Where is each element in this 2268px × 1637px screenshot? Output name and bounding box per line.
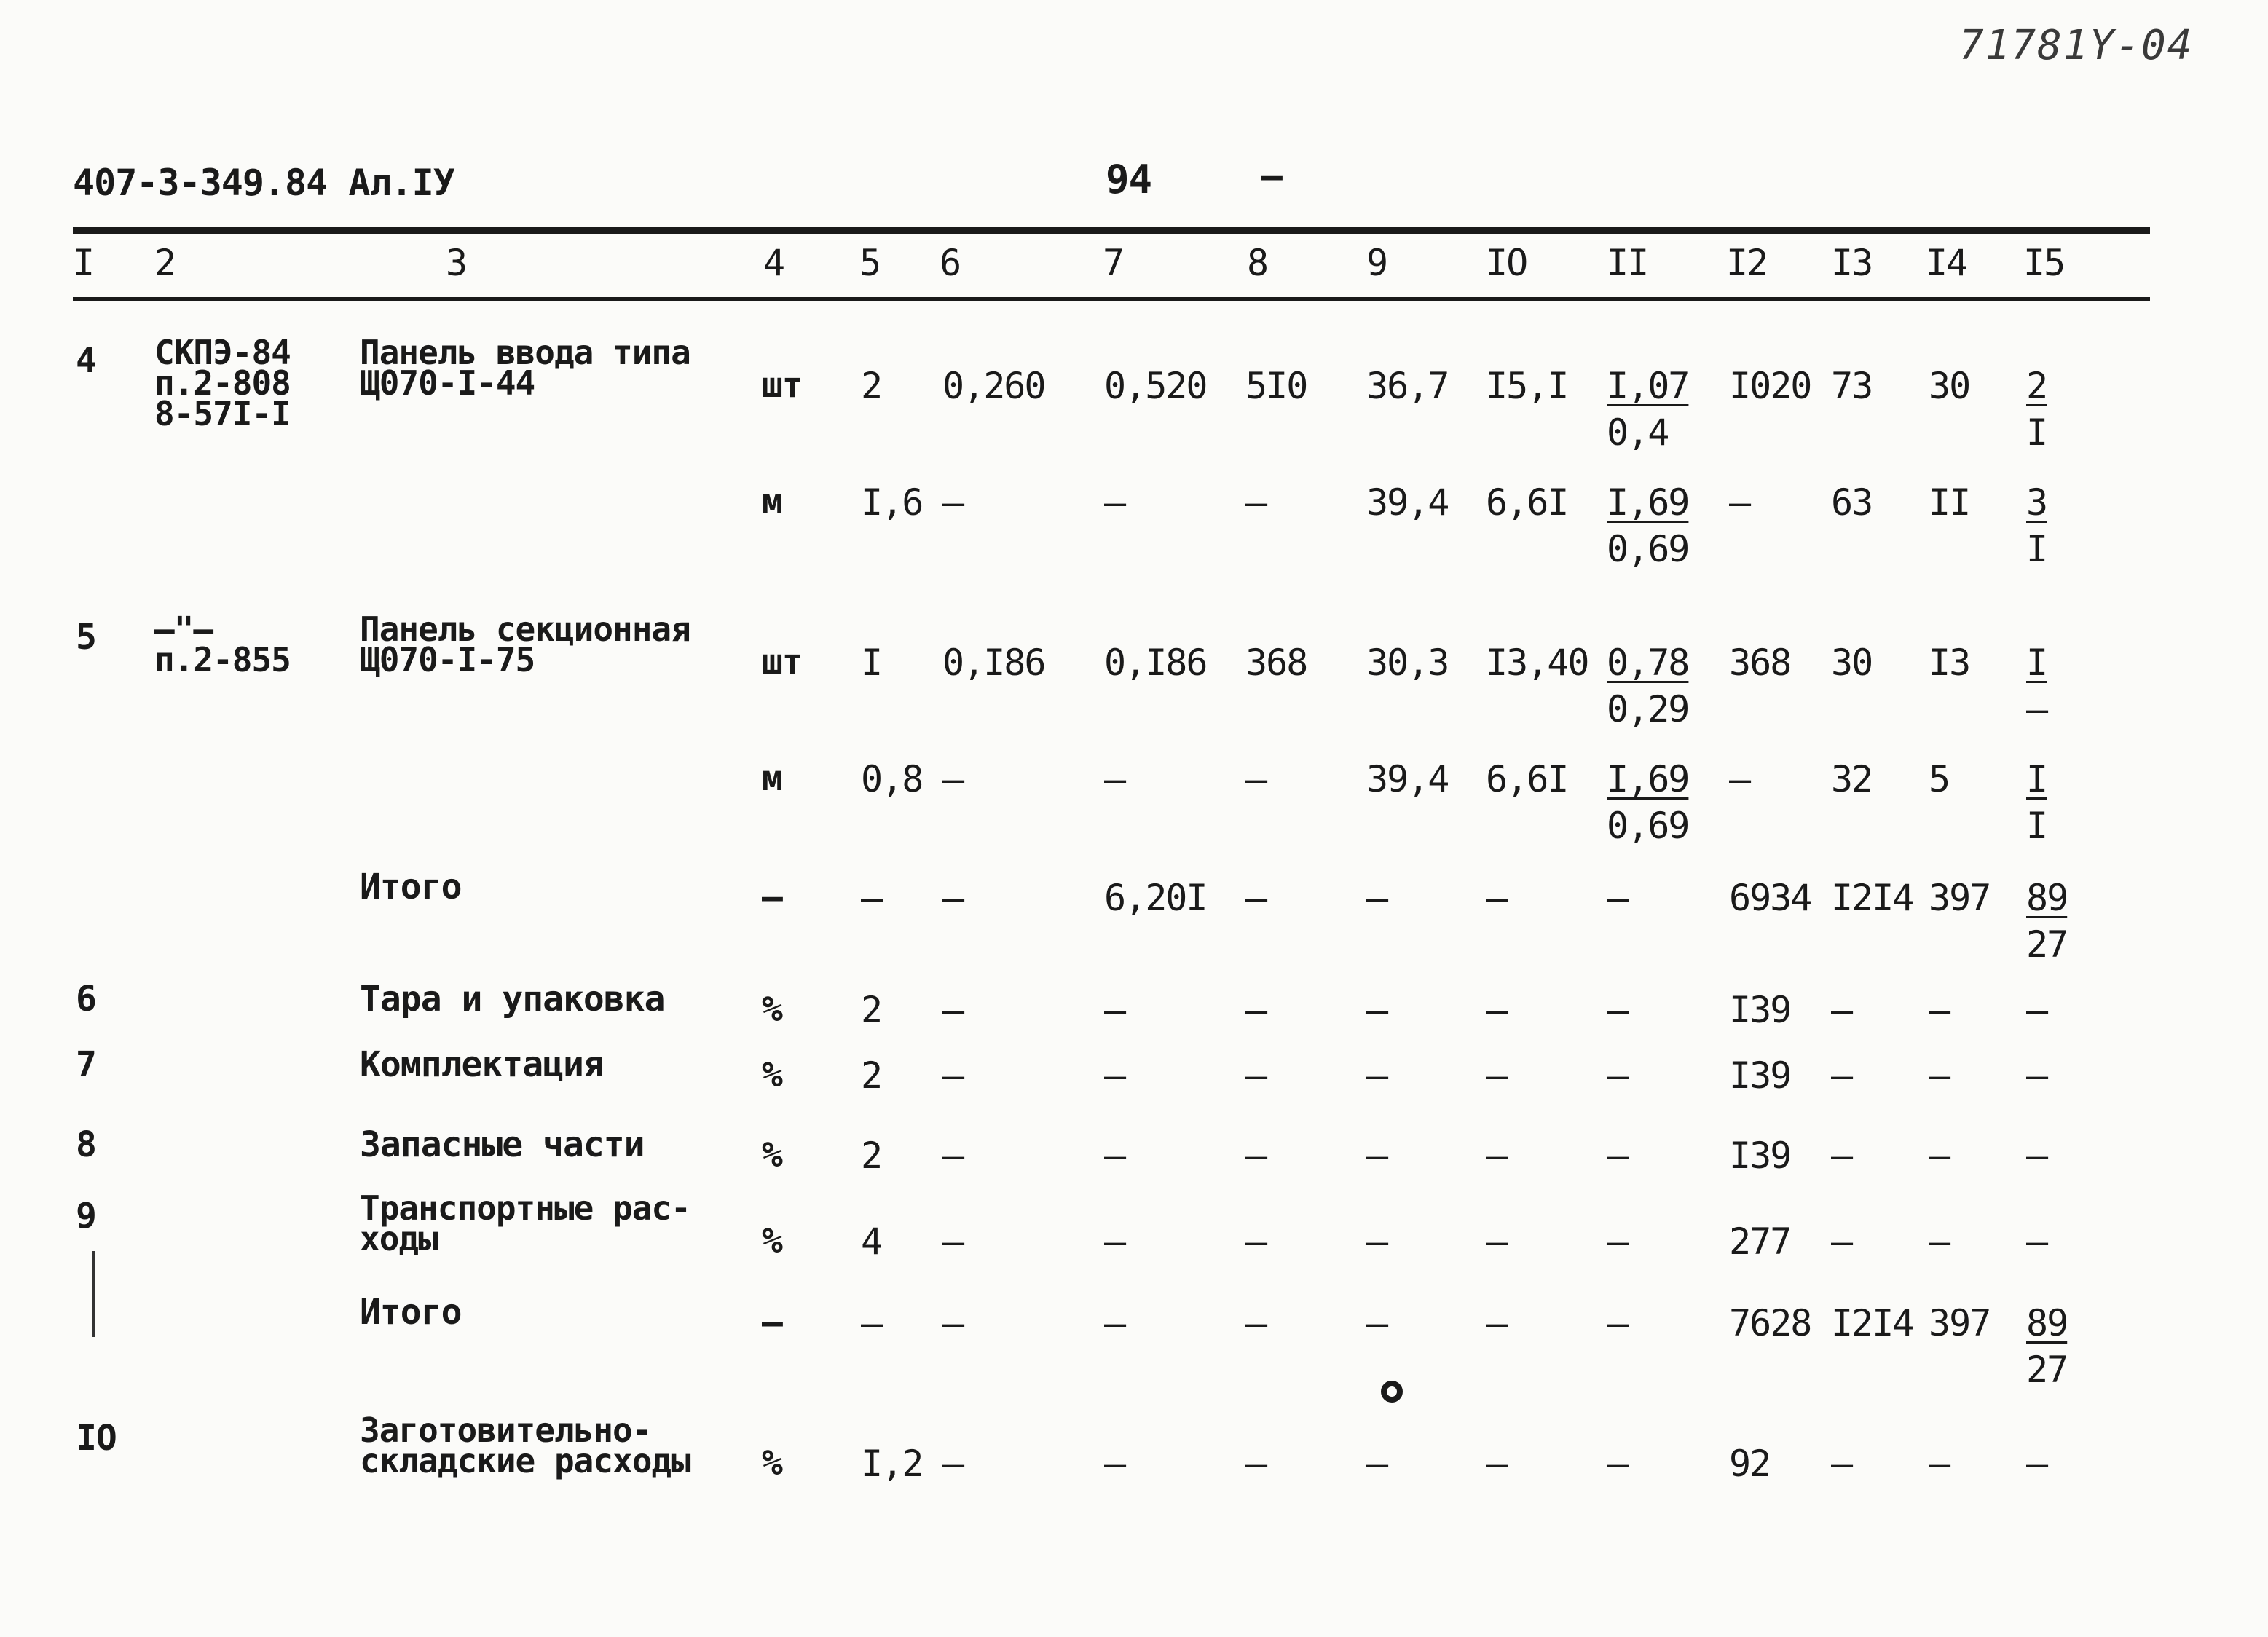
cell-c15-fraction: [2026, 1443, 2047, 1485]
row-name: Комплектация: [360, 1044, 604, 1085]
row-unit: %: [762, 1443, 782, 1483]
cell-c8: –: [1245, 989, 1267, 1031]
fraction-numerator: –: [1607, 1302, 1628, 1344]
cell-c14: II: [1929, 481, 1970, 524]
archive-stamp: 71781Y-04: [1959, 22, 2194, 69]
row-number: 6: [76, 979, 96, 1019]
cell-c12: I39: [1729, 1135, 1791, 1177]
row-unit: шт: [762, 365, 803, 406]
cell-c9: –: [1366, 1054, 1387, 1097]
fraction-numerator: I: [2026, 758, 2047, 800]
cell-c11-fraction: [1607, 1443, 1628, 1485]
column-header-col-9: 9: [1366, 242, 1387, 284]
cell-c6: –: [942, 758, 964, 800]
row-reference: п.2-808: [154, 363, 291, 403]
cell-c7: –: [1104, 1302, 1125, 1344]
column-header-col-8: 8: [1247, 242, 1268, 284]
cell-c14: 5: [1929, 758, 1950, 800]
fraction-numerator: I,07: [1607, 365, 1689, 407]
cell-c14: –: [1929, 1220, 1950, 1263]
cell-c5: 2: [861, 365, 882, 407]
cell-c13: –: [1831, 989, 1852, 1031]
cell-c14: –: [1929, 1443, 1950, 1485]
cell-c7: –: [1104, 758, 1125, 800]
column-header-col-5: 5: [859, 242, 881, 284]
cell-c15-fraction: [2026, 1220, 2047, 1263]
cell-c5: I,2: [861, 1443, 923, 1485]
fraction-numerator: 2: [2026, 365, 2047, 407]
cell-c13: I2I4: [1831, 1302, 1913, 1344]
cell-c10: I5,I: [1486, 365, 1568, 407]
column-header-col-12: I2: [1726, 242, 1768, 284]
cell-c8: –: [1245, 481, 1267, 524]
fraction-numerator: 89: [2026, 1302, 2068, 1344]
row-name: Панель секционная: [360, 610, 690, 649]
fraction-numerator: –: [1607, 1054, 1628, 1097]
fraction-denominator: 27: [2026, 923, 2068, 966]
cell-c6: 0,I86: [942, 642, 1045, 684]
page-number: 94: [1106, 157, 1152, 202]
cell-c5: –: [861, 1302, 882, 1344]
cell-c11-fraction: [1607, 481, 1689, 570]
cell-c12: I39: [1729, 989, 1791, 1031]
cell-c14: 30: [1929, 365, 1970, 407]
cell-c14: –: [1929, 1135, 1950, 1177]
fraction-denominator: 0,69: [1607, 528, 1689, 570]
cell-c9: –: [1366, 1135, 1387, 1177]
cell-c10: –: [1486, 1135, 1507, 1177]
top-rule: [73, 227, 2150, 234]
cell-c9: –: [1366, 1302, 1387, 1344]
cell-c9: –: [1366, 1220, 1387, 1263]
column-header-col-4: 4: [763, 242, 784, 284]
column-header-col-1: I: [73, 242, 94, 284]
cell-c7: –: [1104, 1054, 1125, 1097]
cell-c7: –: [1104, 1135, 1125, 1177]
cell-c12: –: [1729, 758, 1750, 800]
cell-c11-fraction: [1607, 642, 1689, 730]
cell-c10: I3,40: [1486, 642, 1588, 684]
cell-c11-fraction: [1607, 365, 1689, 454]
header-dash: –: [1261, 156, 1282, 197]
column-header-col-7: 7: [1103, 242, 1124, 284]
cell-c15-fraction: [2026, 989, 2047, 1031]
cell-c14: I3: [1929, 642, 1970, 684]
row-name: Итого: [360, 867, 462, 907]
fraction-denominator: I: [2026, 411, 2047, 454]
cell-c13: –: [1831, 1443, 1852, 1485]
cell-c12: 7628: [1729, 1302, 1811, 1344]
cell-c9: –: [1366, 877, 1387, 919]
column-header-col-11: II: [1607, 242, 1648, 284]
fraction-denominator: 27: [2026, 1349, 2068, 1391]
cell-c5: 4: [861, 1220, 882, 1263]
cell-c7: –: [1104, 481, 1125, 524]
row-unit: –: [762, 877, 782, 918]
cell-c15-fraction: [2026, 877, 2068, 966]
fraction-numerator: –: [2026, 1443, 2047, 1485]
cell-c5: 0,8: [861, 758, 923, 800]
cell-c10: 6,6I: [1486, 481, 1568, 524]
column-header-col-6: 6: [940, 242, 961, 284]
row-number: 8: [76, 1124, 96, 1165]
cell-c10: 6,6I: [1486, 758, 1568, 800]
row-number: 7: [76, 1044, 96, 1085]
cell-c15-fraction: [2026, 365, 2047, 454]
fraction-denominator: I: [2026, 528, 2047, 570]
cell-c10: –: [1486, 1054, 1507, 1097]
cell-c6: –: [942, 877, 964, 919]
column-header-col-3: 3: [446, 242, 467, 284]
cell-c5: 2: [861, 989, 882, 1031]
cell-c7: –: [1104, 1443, 1125, 1485]
hole-mark: [1381, 1381, 1403, 1403]
row-name: Заготовительно-: [360, 1411, 652, 1450]
row-name: Запасные части: [360, 1124, 645, 1165]
row-reference: п.2-855: [154, 640, 291, 679]
cell-c9: 39,4: [1366, 481, 1449, 524]
fraction-numerator: I,69: [1607, 758, 1689, 800]
cell-c13: –: [1831, 1054, 1852, 1097]
column-header-col-10: IO: [1486, 242, 1527, 284]
cell-c8: –: [1245, 1135, 1267, 1177]
fraction-numerator: –: [2026, 1220, 2047, 1263]
cell-c12: 368: [1729, 642, 1791, 684]
fraction-numerator: I,69: [1607, 481, 1689, 524]
fraction-denominator: 0,29: [1607, 688, 1689, 730]
cell-c9: 39,4: [1366, 758, 1449, 800]
fraction-denominator: –: [2026, 688, 2047, 730]
cell-c15-fraction: [2026, 1135, 2047, 1177]
cell-c9: –: [1366, 1443, 1387, 1485]
cell-c6: –: [942, 1443, 964, 1485]
column-header-col-14: I4: [1926, 242, 1967, 284]
row-unit: %: [762, 1220, 782, 1261]
cell-c8: –: [1245, 1443, 1267, 1485]
cell-c8: 5I0: [1245, 365, 1307, 407]
cell-c8: –: [1245, 1302, 1267, 1344]
fraction-denominator: 0,69: [1607, 805, 1689, 847]
row-number: 9: [76, 1196, 96, 1236]
cell-c11-fraction: [1607, 1220, 1628, 1263]
cell-c5: I: [861, 642, 882, 684]
cell-c12: 92: [1729, 1443, 1771, 1485]
row-unit: м: [762, 481, 782, 522]
row-unit: м: [762, 758, 782, 799]
cell-c10: –: [1486, 877, 1507, 919]
cell-c8: –: [1245, 758, 1267, 800]
row-reference: СКПЭ-84: [154, 333, 291, 372]
cell-c7: –: [1104, 1220, 1125, 1263]
cell-c9: 30,3: [1366, 642, 1449, 684]
cell-c8: –: [1245, 1054, 1267, 1097]
cell-c15-fraction: [2026, 1054, 2047, 1097]
cell-c13: 32: [1831, 758, 1873, 800]
row-number: 5: [76, 617, 96, 658]
fraction-numerator: –: [1607, 1135, 1628, 1177]
cell-c6: –: [942, 989, 964, 1031]
cell-c13: –: [1831, 1135, 1852, 1177]
fraction-numerator: I: [2026, 642, 2047, 684]
document-code: 407-3-349.84 Ал.IУ: [73, 162, 454, 204]
row-unit: %: [762, 1135, 782, 1175]
row-reference: –"–: [154, 610, 213, 649]
cell-c12: –: [1729, 481, 1750, 524]
cell-c11-fraction: [1607, 877, 1628, 919]
cell-c11-fraction: [1607, 758, 1689, 847]
row-reference: 8-57I-I: [154, 394, 291, 433]
cell-c14: 397: [1929, 1302, 1991, 1344]
cell-c5: 2: [861, 1054, 882, 1097]
cell-c12: I39: [1729, 1054, 1791, 1097]
row-name: Щ070-I-75: [360, 640, 535, 679]
cell-c7: 0,520: [1104, 365, 1207, 407]
row-name: Итого: [360, 1292, 462, 1333]
cell-c12: 277: [1729, 1220, 1791, 1263]
cell-c11-fraction: [1607, 1302, 1628, 1344]
cell-c13: 30: [1831, 642, 1873, 684]
row-number: IO: [76, 1418, 117, 1459]
cell-c13: 63: [1831, 481, 1873, 524]
cell-c10: –: [1486, 1220, 1507, 1263]
cell-c7: 0,I86: [1104, 642, 1207, 684]
cell-c6: –: [942, 481, 964, 524]
row-name: складские расходы: [360, 1441, 690, 1480]
cell-c6: –: [942, 1220, 964, 1263]
cell-c11-fraction: [1607, 1135, 1628, 1177]
row-name: Тара и упаковка: [360, 979, 665, 1019]
cell-c5: I,6: [861, 481, 923, 524]
cell-c9: 36,7: [1366, 365, 1449, 407]
cell-c13: –: [1831, 1220, 1852, 1263]
fraction-numerator: –: [2026, 989, 2047, 1031]
cell-c8: 368: [1245, 642, 1307, 684]
cell-c15-fraction: [2026, 481, 2047, 570]
cell-c10: –: [1486, 989, 1507, 1031]
cell-c11-fraction: [1607, 1054, 1628, 1097]
header-rule: [73, 297, 2150, 301]
cell-c14: –: [1929, 989, 1950, 1031]
cell-c15-fraction: [2026, 758, 2047, 847]
cell-c11-fraction: [1607, 989, 1628, 1031]
row-name: Щ070-I-44: [360, 363, 535, 403]
row-unit: %: [762, 989, 782, 1030]
cell-c5: –: [861, 877, 882, 919]
cell-c7: 6,20I: [1104, 877, 1207, 919]
cell-c10: –: [1486, 1443, 1507, 1485]
fraction-numerator: 89: [2026, 877, 2068, 919]
cell-c14: 397: [1929, 877, 1991, 919]
cell-c10: –: [1486, 1302, 1507, 1344]
margin-mark: [92, 1251, 95, 1337]
column-header-col-2: 2: [154, 242, 176, 284]
cell-c15-fraction: [2026, 1302, 2068, 1391]
row-number: 4: [76, 340, 96, 381]
row-name: Панель ввода типа: [360, 333, 690, 372]
fraction-numerator: 3: [2026, 481, 2047, 524]
fraction-numerator: –: [1607, 1220, 1628, 1263]
row-unit: шт: [762, 642, 803, 682]
row-unit: %: [762, 1054, 782, 1095]
cell-c6: 0,260: [942, 365, 1045, 407]
fraction-numerator: 0,78: [1607, 642, 1689, 684]
cell-c5: 2: [861, 1135, 882, 1177]
cell-c15-fraction: [2026, 642, 2047, 730]
fraction-numerator: –: [1607, 1443, 1628, 1485]
fraction-denominator: I: [2026, 805, 2047, 847]
fraction-denominator: 0,4: [1607, 411, 1669, 454]
cell-c8: –: [1245, 1220, 1267, 1263]
cell-c6: –: [942, 1135, 964, 1177]
cell-c13: I2I4: [1831, 877, 1913, 919]
cell-c9: –: [1366, 989, 1387, 1031]
cell-c6: –: [942, 1054, 964, 1097]
fraction-numerator: –: [1607, 877, 1628, 919]
column-header-col-13: I3: [1831, 242, 1873, 284]
fraction-numerator: –: [2026, 1054, 2047, 1097]
column-header-col-15: I5: [2023, 242, 2065, 284]
cell-c14: –: [1929, 1054, 1950, 1097]
fraction-numerator: –: [2026, 1135, 2047, 1177]
row-unit: –: [762, 1302, 782, 1343]
cell-c12: I020: [1729, 365, 1811, 407]
fraction-numerator: –: [1607, 989, 1628, 1031]
cell-c7: –: [1104, 989, 1125, 1031]
row-name: ходы: [360, 1219, 438, 1258]
cell-c13: 73: [1831, 365, 1873, 407]
cell-c12: 6934: [1729, 877, 1811, 919]
cell-c8: –: [1245, 877, 1267, 919]
row-name: Транспортные рас-: [360, 1188, 690, 1228]
cell-c6: –: [942, 1302, 964, 1344]
